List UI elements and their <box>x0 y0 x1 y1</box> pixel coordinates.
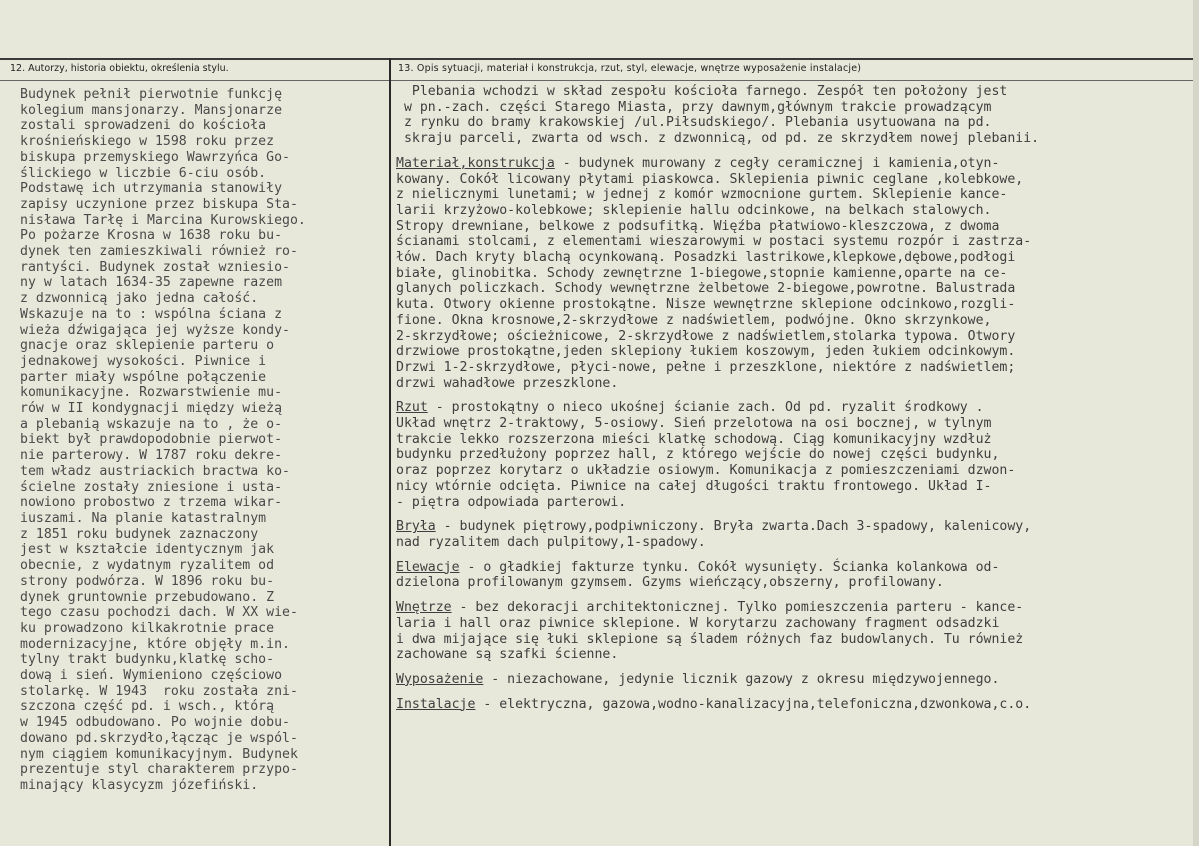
history-line: stolarkę. W 1943 roku została zni- <box>20 683 298 699</box>
top-rule <box>0 58 1199 60</box>
history-line: szczona część pd. i wsch., którą <box>20 699 275 715</box>
paragraph-line: Drzwi 1-2-skrzydłowe, płyci-nowe, pełne i przeszklone, niektóre z nadświetlem; <box>396 359 1016 375</box>
paragraph-line: - piętra odpowiada parterowi. <box>396 494 627 510</box>
paragraph-line: z rynku do bramy krakowskiej /ul.Piłsudskiego/. Plebania usytuowana na pd. <box>396 115 992 131</box>
history-line: a plebanią wskazuje na to , że o- <box>20 416 283 432</box>
history-line: Po pożarze Krosna w 1638 roku bu- <box>20 228 283 244</box>
history-line: jest w kształcie identycznym jak <box>20 542 275 558</box>
history-line: jednakowej wysokości. Piwnice i <box>20 353 267 369</box>
history-line: Wskazuje na to : wspólna ściana z <box>20 306 283 322</box>
history-line: zapisy uczynione przez biskupa Sta- <box>20 196 298 212</box>
paragraph-line: zachowane są szafki ścienne. <box>396 647 619 663</box>
paragraph-first-line <box>396 519 1191 535</box>
history-line: z dzwonnicą jako jedna całość. <box>20 291 259 307</box>
history-line: wieża dźwigająca jej wyższe kondy- <box>20 322 290 338</box>
history-line: rantyści. Budynek został wzniesio- <box>20 259 290 275</box>
description-paragraph <box>396 672 1191 688</box>
paragraph-line: ścianami stolcami, z elementami wieszarowymi w postaci systemu rozpór i zastrza- <box>396 234 1032 250</box>
description-paragraph <box>396 560 1191 591</box>
paragraph-heading-rest: - niezachowane, jedynie licznik gazowy z okresu międzywojennego. <box>483 671 1000 687</box>
paragraph-heading: Wyposażenie <box>396 671 484 687</box>
paragraph-line: larii krzyżowo-kolebkowe; sklepienie hallu odcinkowe, na belkach stalowych. <box>396 202 992 218</box>
paragraph-line: trakcie lekko rozszerzona mieści klatkę schodową. Ciąg komunikacyjny wzdłuż <box>396 431 992 447</box>
paragraph-heading-rest: - prostokątny o nieco ukośnej ścianie zach. Od pd. ryzalit środkowy . <box>427 400 984 416</box>
history-line: biskupa przemyskiego Wawrzyńca Go- <box>20 149 290 165</box>
paragraph-heading: Instalacje <box>396 696 476 712</box>
history-line: dynek gruntownie przebudowano. Z <box>20 589 275 605</box>
paragraph-line: Układ wnętrz 2-traktowy, 5-osiowy. Sień przelotowa na osi bocznej, w tylnym <box>396 416 992 432</box>
paragraph-line: dzielona profilowanym gzymsem. Gzyms wieńczący,obszerny, profilowany. <box>396 575 944 591</box>
paragraph-heading-rest: - budynek murowany z cegły ceramicznej i kamienia,otyn- <box>554 155 1000 171</box>
paragraph-first-line <box>396 672 1191 688</box>
paragraph-heading-rest: - elektryczna, gazowa,wodno-kanalizacyjna,telefoniczna,dzwonkowa,c.o. <box>475 696 1032 712</box>
history-line: nisława Tarłę i Marcina Kurowskiego. <box>20 212 306 228</box>
history-line: strony podwórza. W 1896 roku bu- <box>20 573 275 589</box>
paragraph-line: białe, glinobitka. Schody zewnętrzne 1-biegowe,stopnie kamienne,oparte na ce- <box>396 265 1008 281</box>
paragraph-line: skraju parceli, zwarta od wsch. z dzwonnicą, od pd. ze skrzydłem nowej plebanii. <box>396 131 1040 147</box>
history-line: w 1945 odbudowano. Po wojnie dobu- <box>20 715 290 731</box>
paragraph-first-line <box>396 156 1191 172</box>
history-line: modernizacyjne, które objęły m.in. <box>20 636 290 652</box>
history-line: obecnie, z wydatnym ryzalitem od <box>20 558 275 574</box>
paragraph-heading: Rzut <box>396 400 428 416</box>
section-13-header: 13. Opis sytuacji, materiał i konstrukcja, rzut, styl, elewacje, wnętrze wyposażenie instalacje) <box>398 63 862 74</box>
description-paragraph <box>396 697 1191 713</box>
description-paragraph <box>396 400 1191 510</box>
paragraph-heading: Wnętrze <box>396 600 452 616</box>
paragraph-first-line <box>396 560 1191 576</box>
history-line: biekt był prawdopodobnie pierwot- <box>20 432 283 448</box>
description-paragraph <box>396 519 1191 550</box>
description-paragraph <box>396 600 1191 663</box>
paragraph-line: i dwa mijające się łuki sklepione są śladem różnych faz budowlanych. Tu również <box>396 631 1024 647</box>
paragraph-line: kowany. Cokół licowany płytami piaskowca. Sklepienia piwnic ceglane ,kolebkowe, <box>396 171 1024 187</box>
paragraph-line: w pn.-zach. części Starego Miasta, przy dawnym,głównym trakcie prowadzącym <box>396 99 992 115</box>
description-column <box>396 84 1191 721</box>
paragraph-heading-rest: - budynek piętrowy,podpiwniczony. Bryła zwarta.Dach 3-spadowy, kalenicowy, <box>435 519 1032 535</box>
column-divider <box>389 58 391 846</box>
history-line: dową i sień. Wymieniono częściowo <box>20 668 283 684</box>
history-line: nie parterowy. W 1787 roku dekre- <box>20 448 283 464</box>
section-12-header: 12. Autorzy, historia obiektu, określenia stylu. <box>10 63 229 74</box>
history-line: ny w latach 1634-35 zapewne razem <box>20 275 283 291</box>
paragraph-line: łów. Dach kryty blachą ocynkowaną. Posadzki lastrikowe,klepkowe,dębowe,podłogi <box>396 250 1016 266</box>
paragraph-line: oraz poprzez korytarz o układzie osiowym. Komunikacja z pomieszczeniami dzwon- <box>396 463 1016 479</box>
history-line: dynek ten zamieszkiwali również ro- <box>20 244 298 260</box>
history-line: tem władz austriackich bractwa ko- <box>20 463 290 479</box>
description-paragraph <box>396 84 1191 147</box>
history-line: zostali sprowadzeni do kościoła <box>20 118 267 134</box>
paragraph-line: drzwiowe prostokątne,jeden sklepiony łukiem koszowym, jeden łukiem odcinkowym. <box>396 344 1016 360</box>
history-line: Budynek pełnił pierwotnie funkcję <box>20 87 283 102</box>
history-line: iuszami. Na planie katastralnym <box>20 510 267 526</box>
history-line: z 1851 roku budynek zaznaczony <box>20 526 259 542</box>
paragraph-heading: Materiał,konstrukcja <box>396 155 555 171</box>
paragraph-line: laria i hall oraz piwnice sklepione. W korytarzu zachowany fragment odsadzki <box>396 615 1000 631</box>
paragraph-first-line <box>396 400 1191 416</box>
history-line: gnacje oraz sklepienie parteru o <box>20 338 275 354</box>
paragraph-line: drzwi wahadłowe przeszklone. <box>396 375 619 391</box>
paragraph-line: budynku przedłużony poprzez hall, z którego wejście do nowej części budynku, <box>396 447 1000 463</box>
paragraph-line: kuta. Otwory okienne prostokątne. Nisze wewnętrzne sklepione odcinkowo,rozgli- <box>396 297 1016 313</box>
history-line: krośnieńskiego w 1598 roku przez <box>20 134 275 150</box>
history-line: nym ciągiem komunikacyjnym. Budynek <box>20 746 298 762</box>
paragraph-heading-rest: - o gładkiej fakturze tynku. Cokół wysunięty. Ścianka kolankowa od- <box>459 559 1000 575</box>
paragraph-line: fione. Okna krosnowe,2-skrzydłowe z nadświetlem, podwójne. Okno skrzynkowe, <box>396 312 992 328</box>
paragraph-first-line <box>396 697 1191 713</box>
header-rule <box>0 80 1199 81</box>
paragraph-heading-rest: - bez dekoracji architektonicznej. Tylko pomieszczenia parteru - kance- <box>451 600 1024 616</box>
paragraph-heading: Elewacje <box>396 559 460 575</box>
history-line: ku prowadzono kilkakrotnie prace <box>20 620 275 636</box>
paragraph-line: glanych policzkach. Schody wewnętrzne żelbetowe 2-biegowe,powrotne. Balustrada <box>396 281 1016 297</box>
history-line: dowano pd.skrzydło,łącząc je wspól- <box>20 730 298 746</box>
history-line: komunikacyjne. Rozwarstwienie mu- <box>20 385 283 401</box>
history-line: rów w II kondygnacji między wieżą <box>20 401 283 417</box>
history-line: tylny trakt budynku,klatkę scho- <box>20 652 275 668</box>
history-line: parter miały wspólne połączenie <box>20 369 267 385</box>
history-line: Podstawę ich utrzymania stanowiły <box>20 181 283 197</box>
history-line: minający klasycyzm józefiński. <box>20 777 259 793</box>
history-line: ścielne zostały zniesione i usta- <box>20 479 283 495</box>
paragraph-heading: Bryła <box>396 519 436 535</box>
history-line: ślickiego w liczbie 6-ciu osób. <box>20 165 267 181</box>
history-line: kolegium mansjonarzy. Mansjonarze <box>20 102 283 118</box>
page-edge <box>1193 0 1199 846</box>
paragraph-line: Plebania wchodzi w skład zespołu kościoła farnego. Zespół ten położony jest <box>396 84 1008 99</box>
paragraph-line: z nielicznymi lunetami; w jednej z komór wzmocnione gurtem. Sklepienie kance- <box>396 187 1008 203</box>
description-paragraph <box>396 156 1191 392</box>
history-line: prezentuje styl charakterem przypo- <box>20 762 298 778</box>
paragraph-line: nad ryzalitem dach pulpitowy,1-spadowy. <box>396 534 706 550</box>
history-line: nowiono probostwo z trzema wikar- <box>20 495 283 511</box>
paragraph-line: nicy wtórnie odcięta. Piwnice na całej długości traktu frontowego. Układ I- <box>396 478 992 494</box>
paragraph-line: Stropy drewniane, belkowe z podsufitką. Więźba płatwiowo-kleszczowa, z dwoma <box>396 218 1000 234</box>
history-line: tego czasu pochodzi dach. W XX wie- <box>20 605 298 621</box>
paragraph-line: 2-skrzydłowe; ościeżnicowe, 2-skrzydłowe z nadświetlem,stolarka typowa. Otwory <box>396 328 1016 344</box>
paragraph-first-line <box>396 600 1191 616</box>
history-column <box>20 87 380 794</box>
